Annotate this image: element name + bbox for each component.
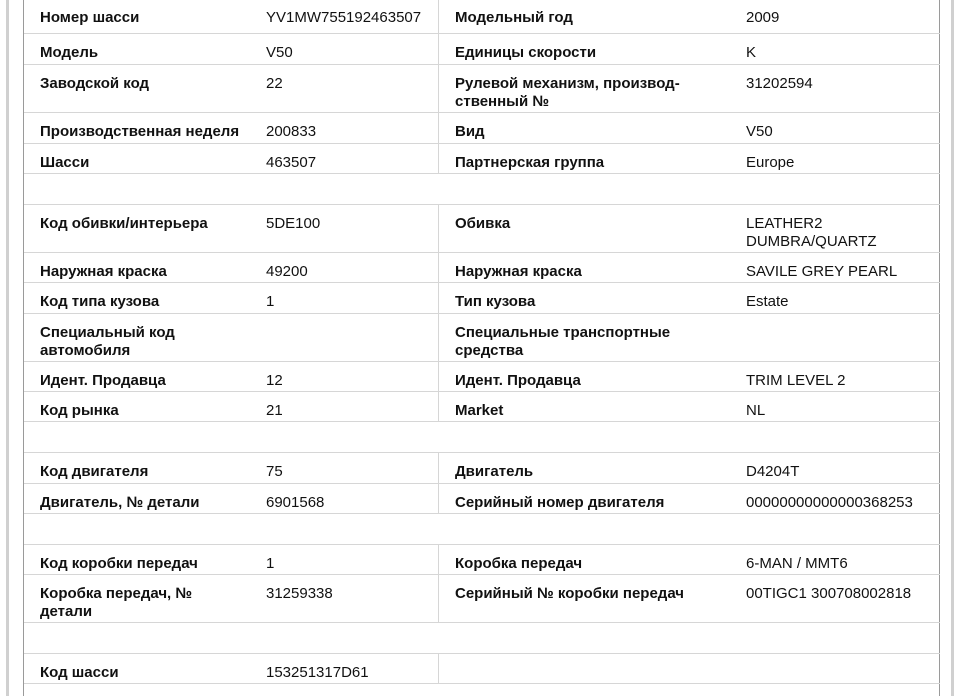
- field-label-right: Идент. Продавца: [455, 372, 581, 389]
- section-spacer: [24, 623, 940, 654]
- table-row: [24, 362, 940, 392]
- section-spacer: [24, 422, 940, 453]
- field-value-right: 00TIGC1 300708002818: [746, 585, 912, 602]
- field-value-left: 1: [266, 555, 275, 572]
- table-row: [24, 545, 940, 575]
- field-label-right: Наружная краска: [455, 263, 582, 280]
- field-value-right: Estate: [746, 293, 789, 310]
- table-row: [24, 65, 940, 113]
- field-label-right: Единицы скорости: [455, 44, 597, 61]
- right-frame-border: [939, 0, 960, 696]
- field-label-left: Код двигателя: [40, 463, 149, 480]
- table-row: [24, 654, 940, 684]
- field-label-left: Заводской код: [40, 75, 150, 92]
- field-value-left: 463507: [266, 154, 317, 171]
- field-value-right: LEATHER2 DUMBRA/QUARTZ: [746, 215, 877, 250]
- field-value-left: 5DE100: [266, 215, 321, 232]
- field-label-left: Код коробки передач: [40, 555, 198, 572]
- table-row: [24, 253, 940, 283]
- field-label-left: Шасси: [40, 154, 90, 171]
- vehicle-info-table: [24, 0, 940, 696]
- table-row: [24, 0, 940, 34]
- section-spacer: [24, 174, 940, 205]
- field-label-left: Коробка передач, № детали: [40, 585, 193, 620]
- field-value-right: [746, 654, 936, 683]
- field-value-left: 22: [266, 75, 283, 92]
- table-row: [24, 283, 940, 314]
- field-value-right: 2009: [746, 9, 780, 26]
- table-row: [24, 144, 940, 174]
- field-label-right: Market: [455, 402, 504, 419]
- field-label-right: Партнерская группа: [455, 154, 605, 171]
- field-value-left: 1: [266, 293, 275, 310]
- section-spacer: [24, 514, 940, 545]
- field-label-right: Тип кузова: [455, 293, 536, 310]
- field-value-right: 6-MAN / MMT6: [746, 555, 848, 572]
- field-label-right: Серийный номер двигателя: [455, 494, 665, 511]
- field-label-right: Вид: [455, 123, 485, 140]
- field-value-left: 75: [266, 463, 283, 480]
- field-value-left: [266, 314, 440, 361]
- field-label-right: Рулевой механизм, производ- ственный №: [455, 75, 680, 110]
- field-value-left: 31259338: [266, 585, 333, 602]
- field-value-right: Europe: [746, 154, 795, 171]
- table-row: [24, 575, 940, 623]
- table-row: [24, 113, 940, 144]
- field-label-left: Наружная краска: [40, 263, 167, 280]
- field-value-right: [746, 314, 936, 361]
- table-row: [24, 205, 940, 253]
- field-label-right: [455, 654, 725, 683]
- field-label-left: Код рынка: [40, 402, 119, 419]
- field-value-left: 21: [266, 402, 283, 419]
- field-label-right: Модельный год: [455, 9, 573, 26]
- left-frame-border: [0, 0, 24, 696]
- field-value-right: TRIM LEVEL 2: [746, 372, 846, 389]
- field-label-left: Код типа кузова: [40, 293, 160, 310]
- field-label-left: Производственная неделя: [40, 123, 240, 140]
- field-value-left: 153251317D61: [266, 664, 369, 681]
- field-label-right: Специальные транспортные средства: [455, 324, 671, 359]
- field-label-left: Идент. Продавца: [40, 372, 166, 389]
- field-label-left: Модель: [40, 44, 99, 61]
- field-label-left: Номер шасси: [40, 9, 140, 26]
- field-label-right: Обивка: [455, 215, 511, 232]
- field-value-right: 00000000000000368253: [746, 494, 913, 511]
- field-value-right: NL: [746, 402, 766, 419]
- field-value-left: 6901568: [266, 494, 325, 511]
- field-value-right: 31202594: [746, 75, 813, 92]
- field-value-left: 12: [266, 372, 283, 389]
- field-value-right: K: [746, 44, 757, 61]
- field-value-left: V50: [266, 44, 293, 61]
- field-value-right: V50: [746, 123, 773, 140]
- field-value-right: SAVILE GREY PEARL: [746, 263, 898, 280]
- field-label-left: Код обивки/интерьера: [40, 215, 208, 232]
- table-row: [24, 484, 940, 514]
- field-label-left: Специальный код автомобиля: [40, 324, 175, 359]
- field-value-left: 200833: [266, 123, 317, 140]
- field-value-right: D4204T: [746, 463, 800, 480]
- table-row: [24, 392, 940, 422]
- field-value-left: YV1MW755192463507: [266, 9, 422, 26]
- field-label-right: Серийный № коробки передач: [455, 585, 684, 602]
- field-value-left: 49200: [266, 263, 308, 280]
- table-row: [24, 314, 940, 362]
- table-row: [24, 34, 940, 65]
- field-label-left: Код шасси: [40, 664, 119, 681]
- field-label-left: Двигатель, № детали: [40, 494, 200, 511]
- field-label-right: Двигатель: [455, 463, 534, 480]
- field-label-right: Коробка передач: [455, 555, 583, 572]
- table-row: [24, 453, 940, 484]
